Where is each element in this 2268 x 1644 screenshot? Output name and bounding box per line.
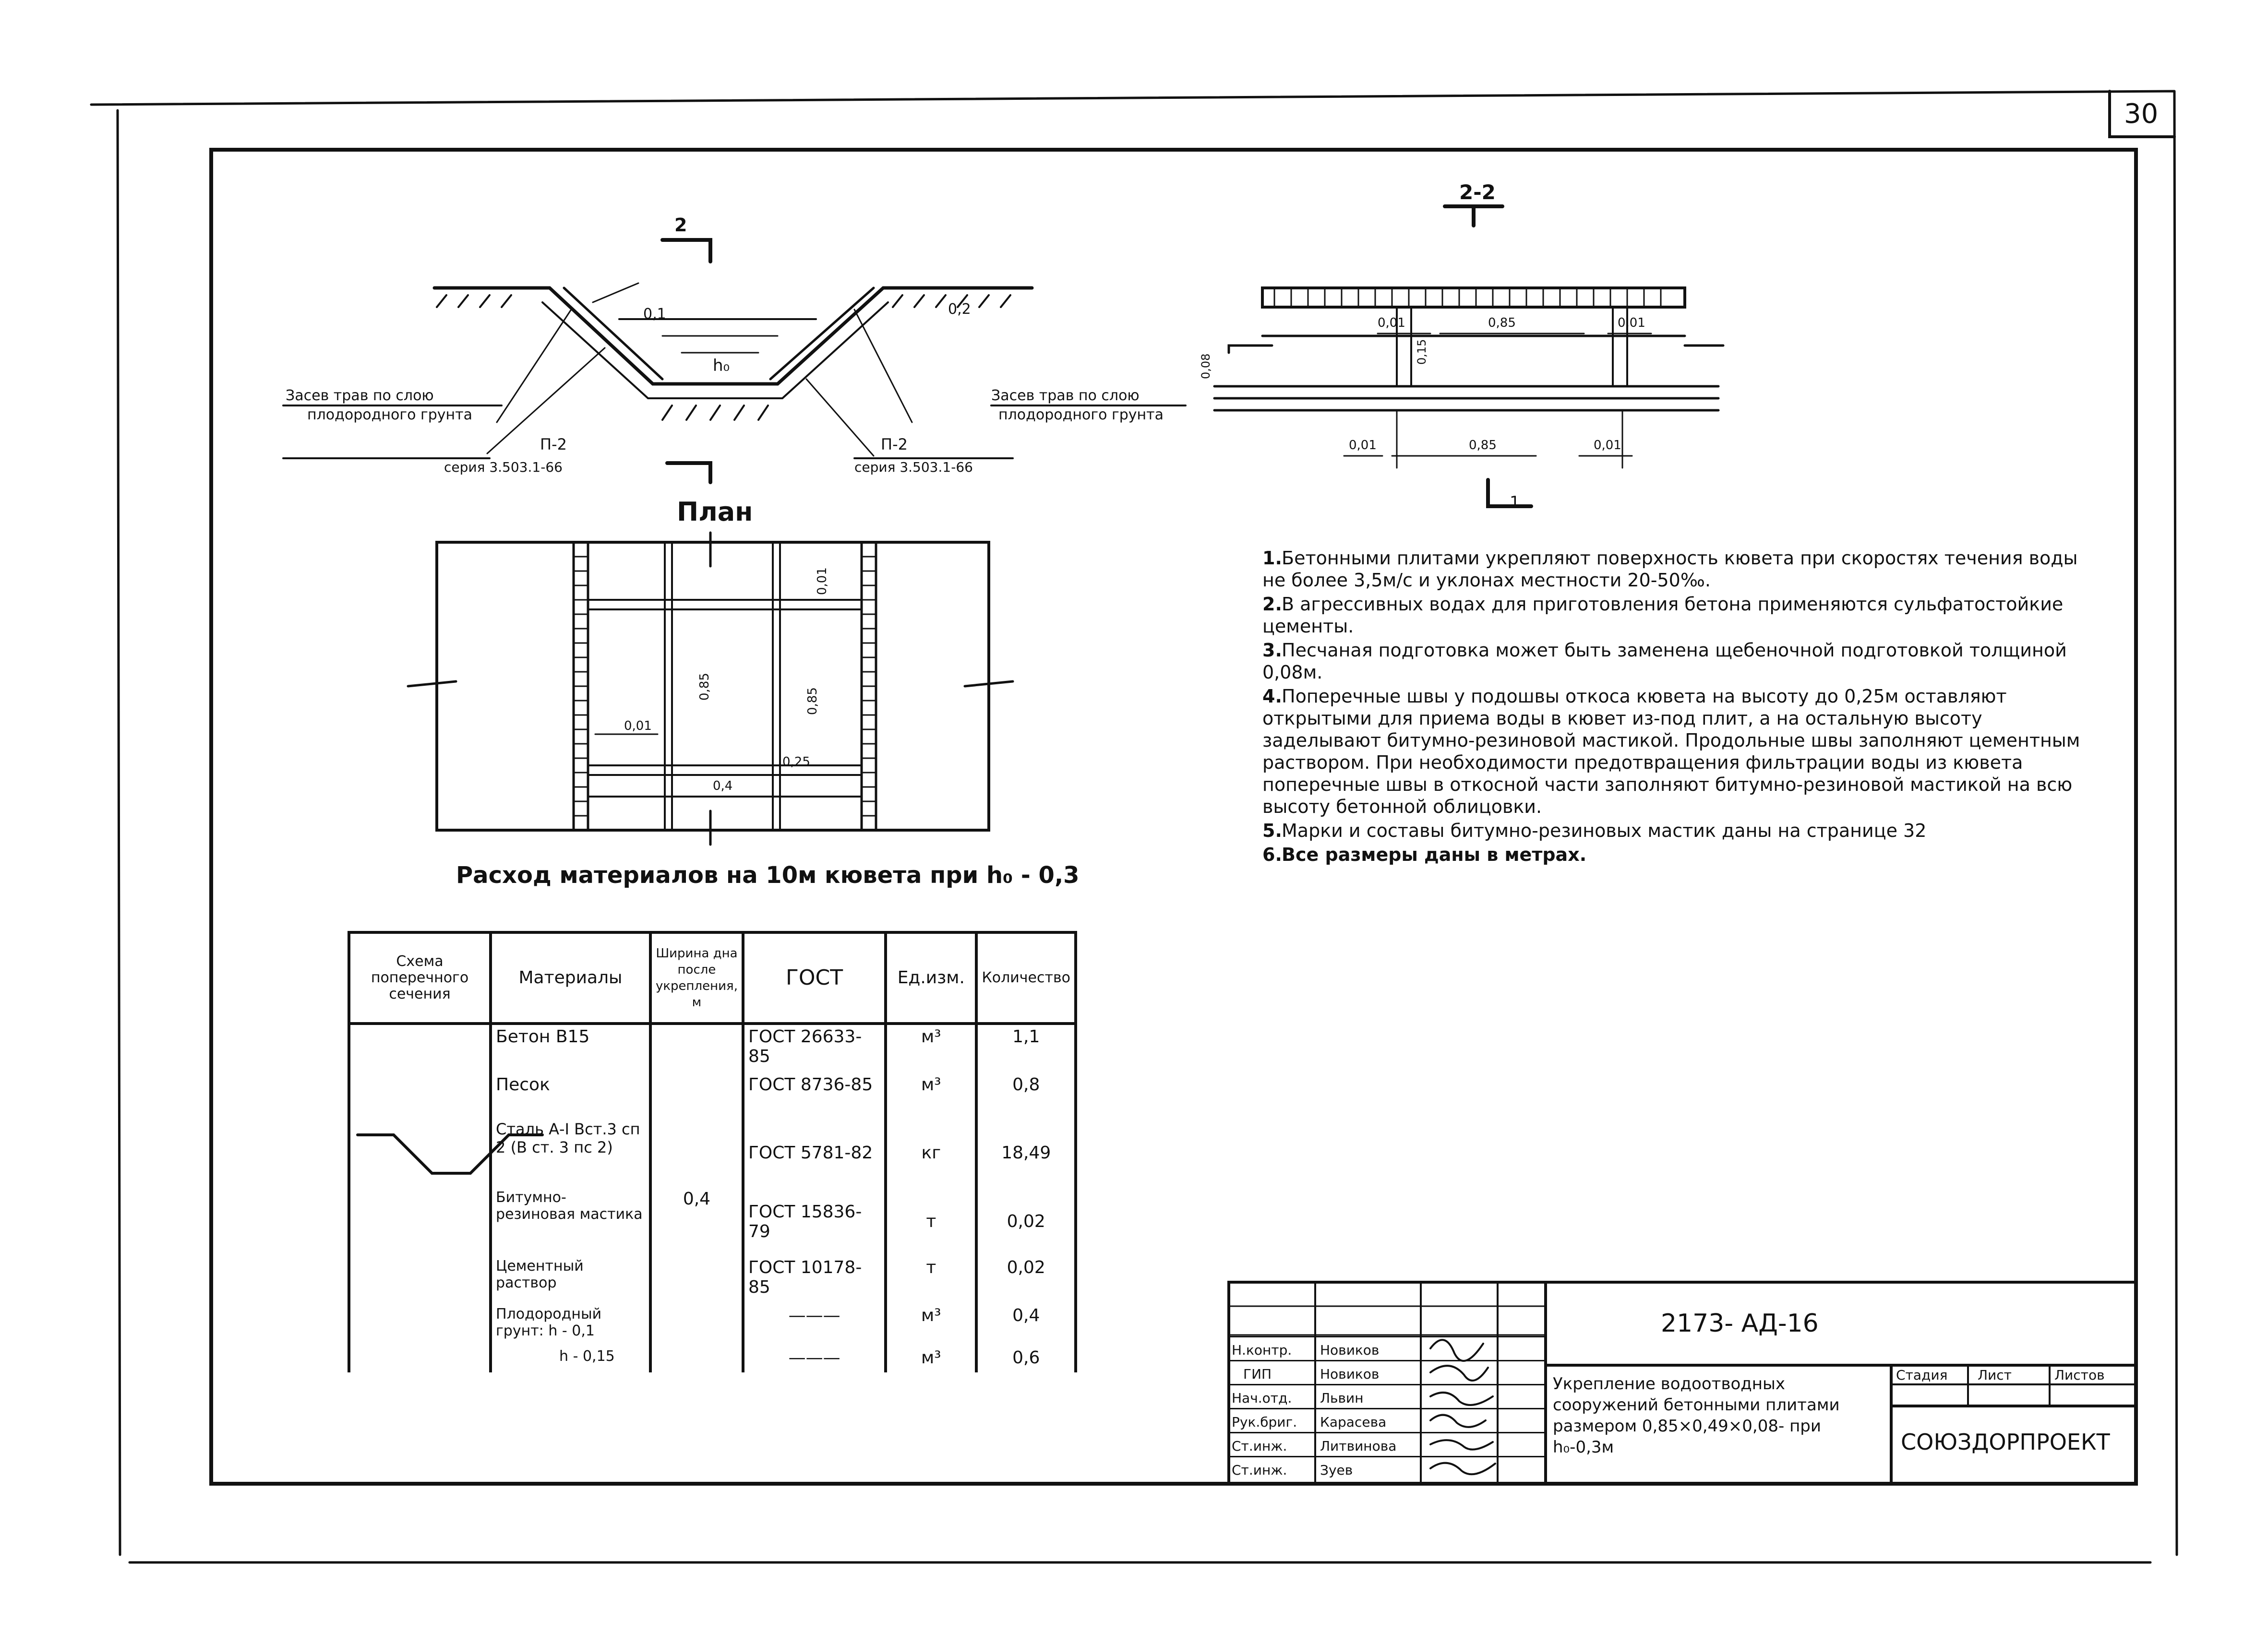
left-series-label: серия 3.503.1-66 bbox=[444, 459, 563, 475]
section-2-2-bottom-dim-3: 0,01 bbox=[1594, 438, 1621, 453]
note-item bbox=[1262, 820, 2093, 842]
note-text: Бетонными плитами укрепляют поверхность кювета при скоростях течения воды не более 3,5м/с и уклонах местности 20-50‰. bbox=[1262, 548, 2078, 591]
stamp-name: Карасева bbox=[1320, 1414, 1387, 1430]
materials-title: Расход материалов на 10м кювета при h₀ - 0,3 bbox=[456, 862, 1080, 889]
right-plate-label: П-2 bbox=[881, 435, 908, 453]
note-number: 1. bbox=[1262, 548, 1282, 569]
note-item bbox=[1262, 593, 2093, 637]
stamp-role: Ст.инж. bbox=[1232, 1462, 1287, 1478]
stamp-person-row bbox=[1229, 1432, 1546, 1457]
organization-name: СОЮЗДОРПРОЕКТ bbox=[1901, 1429, 2110, 1455]
stamp-person-row bbox=[1229, 1408, 1546, 1433]
note-item bbox=[1262, 547, 2093, 591]
stamp-person-row bbox=[1229, 1360, 1546, 1385]
note-number: 6. bbox=[1262, 844, 1282, 865]
depth-label: h₀ bbox=[713, 356, 730, 375]
note-text: В агрессивных водах для приготовления бетона применяются сульфатостойкие цементы. bbox=[1262, 594, 2064, 637]
header-qty: Количество bbox=[976, 932, 1076, 1024]
qty-cell: 0,4 bbox=[976, 1304, 1076, 1346]
section-2-2-top-dim-3: 0,01 bbox=[1618, 316, 1645, 330]
gost-cell: ГОСТ 15836-79 bbox=[743, 1187, 886, 1256]
plan-dim-center: 0,85 bbox=[697, 673, 712, 701]
stamp-role: Нач.отд. bbox=[1232, 1390, 1292, 1406]
stamp-person-row bbox=[1229, 1456, 1546, 1481]
stamp-name: Новиков bbox=[1320, 1366, 1380, 1382]
section-2-2-cut-label: 1 bbox=[1510, 493, 1520, 512]
gost-cell: ГОСТ 26633-85 bbox=[743, 1024, 886, 1073]
qty-cell: 0,6 bbox=[976, 1346, 1076, 1372]
header-materials: Материалы bbox=[491, 932, 650, 1024]
gost-cell: ГОСТ 8736-85 bbox=[743, 1073, 886, 1119]
stamp-name: Львин bbox=[1320, 1390, 1364, 1406]
material-cell: h - 0,15 bbox=[491, 1346, 650, 1372]
qty-cell: 0,02 bbox=[976, 1187, 1076, 1256]
note-text: Все размеры даны в метрах. bbox=[1282, 844, 1587, 865]
left-grass-label-1: Засев трав по слою bbox=[286, 387, 434, 404]
header-gost: ГОСТ bbox=[743, 932, 886, 1024]
dim-plane-top: 0,1 bbox=[643, 306, 666, 322]
sheets-label: Листов bbox=[2054, 1367, 2105, 1383]
page-number: 30 bbox=[2124, 98, 2159, 130]
material-cell: Бетон В15 bbox=[491, 1024, 650, 1073]
plan-title: План bbox=[677, 497, 753, 527]
unit-cell: кг bbox=[886, 1118, 976, 1187]
material-cell: Битумно-резиновая мастика bbox=[491, 1187, 650, 1256]
stamp-name: Литвинова bbox=[1320, 1438, 1397, 1454]
gost-cell: ГОСТ 5781-82 bbox=[743, 1118, 886, 1187]
plan-dim-left-small: 0,01 bbox=[624, 719, 652, 733]
note-item bbox=[1262, 639, 2093, 683]
material-cell: Песок bbox=[491, 1073, 650, 1119]
stamp-role: Ст.инж. bbox=[1232, 1438, 1287, 1454]
qty-cell: 18,49 bbox=[976, 1118, 1076, 1187]
material-cell: Сталь А-I Вст.3 сп 2 (В ст. 3 пс 2) bbox=[491, 1118, 650, 1187]
stage-label: Стадия bbox=[1896, 1367, 1948, 1383]
note-text: Марки и составы битумно-резиновых мастик даны на странице 32 bbox=[1282, 820, 1927, 841]
unit-cell: м³ bbox=[886, 1073, 976, 1119]
unit-cell: м³ bbox=[886, 1304, 976, 1346]
note-number: 4. bbox=[1262, 686, 1282, 707]
plan-dim-right: 0,85 bbox=[805, 687, 820, 715]
stamp-role: ГИП bbox=[1243, 1366, 1272, 1382]
ditch-cross-section bbox=[283, 240, 1186, 482]
unit-cell: м³ bbox=[886, 1346, 976, 1372]
section-2-2-bottom-dim-2: 0,85 bbox=[1469, 438, 1497, 453]
plan-dim-top-right: 0,01 bbox=[815, 567, 829, 595]
section-2-2-top-dim-2: 0,85 bbox=[1488, 316, 1516, 330]
stamp-name: Новиков bbox=[1320, 1342, 1380, 1358]
stamp-role: Рук.бриг. bbox=[1232, 1414, 1297, 1430]
material-cell: Плодородный грунт: h - 0,1 bbox=[491, 1304, 650, 1346]
stamp-role: Н.контр. bbox=[1232, 1342, 1292, 1358]
section-cut-label: 2 bbox=[674, 214, 687, 236]
section-2-2-top-dim-1: 0,01 bbox=[1378, 316, 1405, 330]
note-text: Поперечные швы у подошвы откоса кювета на высоту до 0,25м оставляют открытыми для приема воды в кювет из-под плит, а на остальную высоту заделывают битумно-резиновой мастикой. Продольные швы заполняют цементным раствором. При необходимости предотвращения фильтрации воды из кювета поперечные швы в откосной части заполняют битумно-резиновой мастикой на всю высоту бетонной облицовки. bbox=[1262, 686, 2080, 817]
header-width: Ширина дна после укрепления, м bbox=[650, 932, 743, 1024]
section-2-2-vertical-dim: 0,15 bbox=[1415, 339, 1428, 365]
note-item bbox=[1262, 844, 2093, 866]
left-plate-label: П-2 bbox=[540, 435, 567, 453]
right-series-label: серия 3.503.1-66 bbox=[854, 459, 973, 475]
header-unit: Ед.изм. bbox=[886, 932, 976, 1024]
title-block bbox=[1229, 1282, 2136, 1484]
section-2-2-title: 2-2 bbox=[1459, 180, 1496, 204]
stamp-person-row bbox=[1229, 1336, 1546, 1361]
left-grass-label-2: плодородного грунта bbox=[307, 406, 473, 423]
qty-cell: 1,1 bbox=[976, 1024, 1076, 1073]
note-item bbox=[1262, 685, 2093, 818]
gost-cell: ——— bbox=[743, 1346, 886, 1372]
document-description: Укрепление водоотводных сооружений бетонными плитами размером 0,85×0,49×0,08- при h₀-0,3м bbox=[1553, 1374, 1840, 1457]
dim-plane-right: 0,2 bbox=[948, 301, 971, 318]
gost-cell: ——— bbox=[743, 1304, 886, 1346]
stamp-person-row bbox=[1229, 1384, 1546, 1409]
note-number: 3. bbox=[1262, 640, 1282, 661]
section-2-2-left-dim: 0,08 bbox=[1199, 353, 1212, 379]
qty-cell: 0,8 bbox=[976, 1073, 1076, 1119]
unit-cell: м³ bbox=[886, 1024, 976, 1073]
width-cell bbox=[650, 1024, 743, 1372]
note-text: Песчаная подготовка может быть заменена щебеночной подготовкой толщиной 0,08м. bbox=[1262, 640, 2067, 683]
plan-dim-bottom-center: 0,4 bbox=[713, 779, 733, 793]
header-scheme: Схема поперечного сечения bbox=[349, 932, 491, 1024]
scheme-cell bbox=[349, 1024, 491, 1372]
stamp-name: Зуев bbox=[1320, 1462, 1353, 1478]
qty-cell: 0,02 bbox=[976, 1256, 1076, 1303]
notes-list bbox=[1262, 547, 2093, 868]
table-row bbox=[349, 1024, 1076, 1073]
materials-table bbox=[348, 931, 1077, 1372]
unit-cell: т bbox=[886, 1187, 976, 1256]
right-grass-label-1: Засев трав по слою bbox=[991, 387, 1140, 404]
plan-dim-bottom-right: 0,25 bbox=[782, 755, 810, 769]
note-number: 5. bbox=[1262, 820, 1282, 841]
note-number: 2. bbox=[1262, 594, 1282, 615]
document-code: 2173- АД-16 bbox=[1661, 1309, 1819, 1338]
right-grass-label-2: плодородного грунта bbox=[998, 406, 1164, 423]
gost-cell: ГОСТ 10178-85 bbox=[743, 1256, 886, 1303]
width-value: 0,4 bbox=[683, 1189, 711, 1209]
section-2-2-bottom-dim-1: 0,01 bbox=[1349, 438, 1377, 453]
sheet-label: Лист bbox=[1978, 1367, 2012, 1383]
unit-cell: т bbox=[886, 1256, 976, 1303]
section-2-2 bbox=[1214, 206, 1723, 506]
material-cell: Цементный раствор bbox=[491, 1256, 650, 1303]
